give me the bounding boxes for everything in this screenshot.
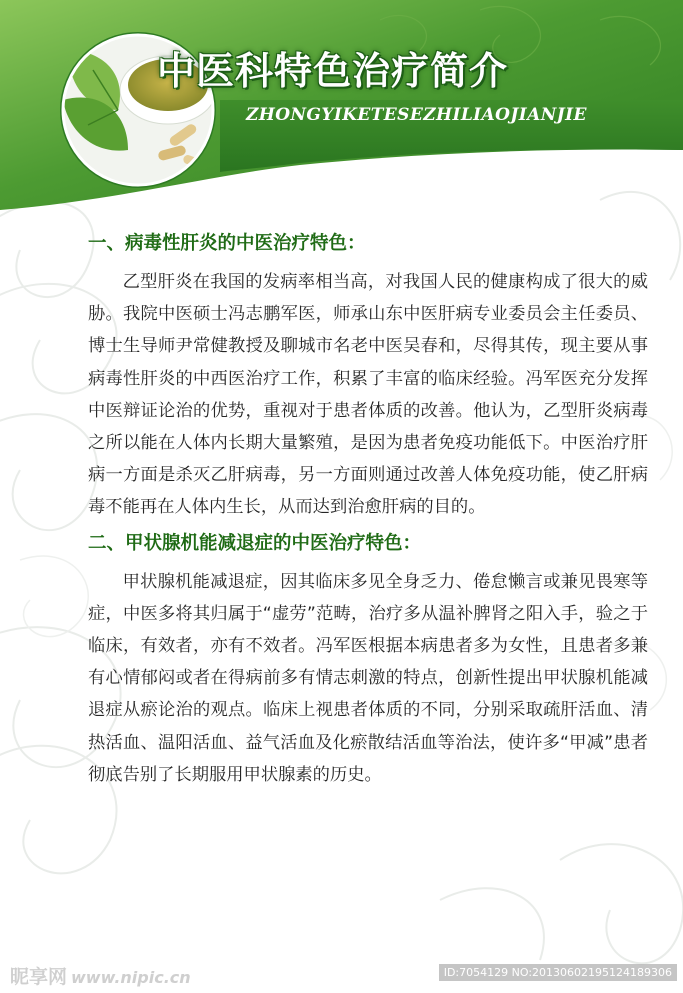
watermark-site-name: 昵享网	[10, 966, 68, 988]
watermark-logo	[10, 962, 191, 989]
section-body-hepatitis: 乙型肝炎在我国的发病率相当高，对我国人民的健康构成了很大的威胁。我院中医硕士冯志鹏军医，师承山东中医肝病专业委员会主任委员、博士生导师尹常健教授及聊城市名老中医吴春和，尽得其传，现主要从事病毒性肝炎的中西医治疗工作，积累了丰富的临床经验。冯军医充分发挥中医辩证论治的优势，重视对于患者体质的改善。他认为，乙型肝炎病毒之所以能在人体内长期大量繁殖，是因为患者免疫功能低下。中医治疗肝病一方面是杀灭乙肝病毒，另一方面则通过改善人体免疫功能，使乙肝病毒不能再在人体内生长，从而达到治愈肝病的目的。	[88, 272, 648, 518]
page-title: 中医科特色治疗简介	[157, 48, 509, 93]
section-heading-hepatitis: 一、病毒性肝炎的中医治疗特色：	[88, 233, 366, 254]
section-heading-hypothyroidism: 二、甲状腺机能减退症的中医治疗特色：	[88, 532, 422, 554]
watermark-site-url: www.nipic.cn	[71, 968, 191, 987]
content-area	[88, 228, 648, 795]
section-body-hypothyroidism: 甲状腺机能减退症，因其临床多见全身乏力、倦怠懒言或兼见畏寒等症，中医多将其归属于“虚劳”范畴，治疗多从温补脾肾之阳入手，验之于临床，有效者，亦有不效者。冯军医根据本病患者多为女性，且患者多兼有心情郁闷或者在得病前多有情志刺激的特点，创新性提出甲状腺机能减退症从瘀论治的观点。临床上视患者体质的不同，分别采取疏肝活血、清热活血、温阳活血、益气活血及化瘀散结活血等治法，使许多“甲减”患者彻底告别了长期服用甲状腺素的历史。	[88, 571, 648, 785]
watermark-image-id: ID:7054129 NO:20130602195124189306	[439, 964, 677, 981]
page-subtitle-pinyin: ZHONGYIKETESEZHILIAOJIANJIE	[246, 105, 587, 125]
